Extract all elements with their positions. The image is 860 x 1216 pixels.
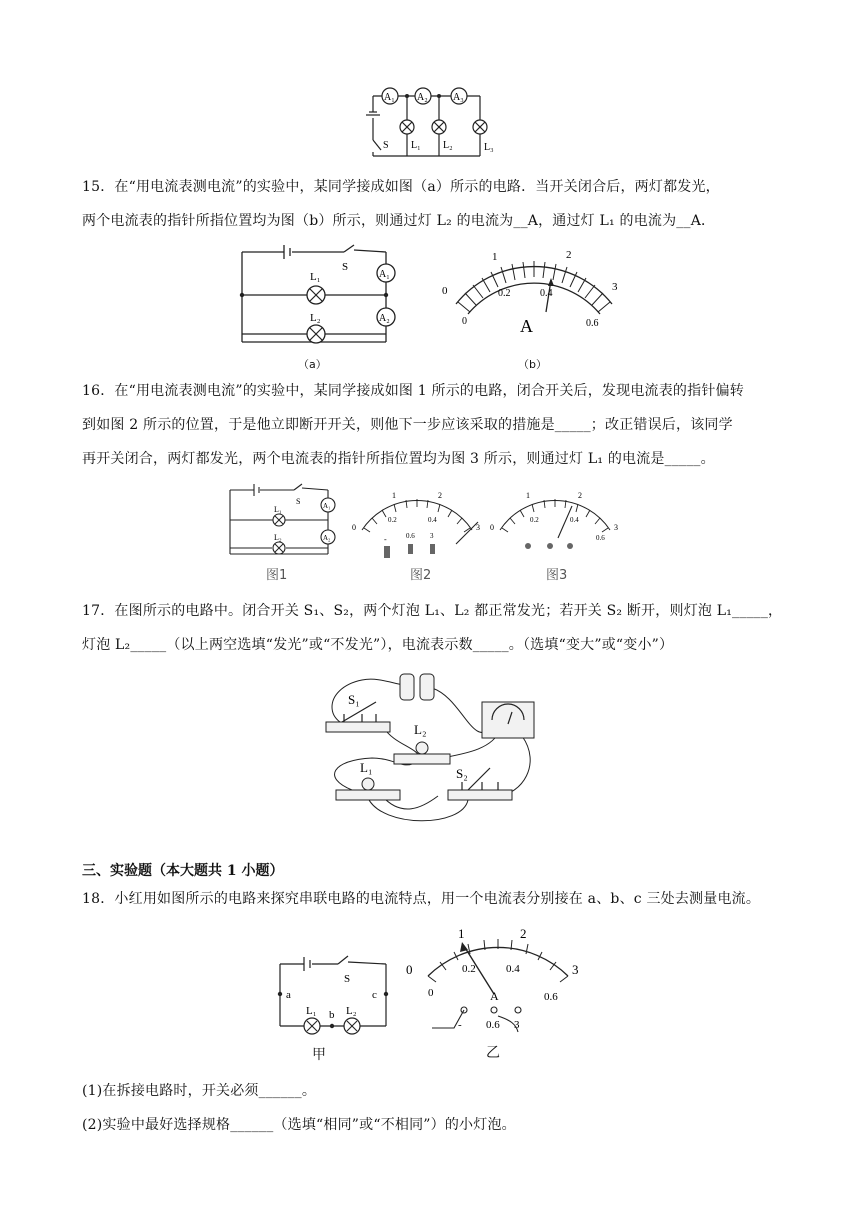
scale-top-3: 3: [612, 281, 618, 293]
scale3-top-1: 1: [526, 491, 530, 500]
scale18-bottom-0: 0: [428, 987, 434, 999]
scale18-terminal-06: 0.6: [486, 1019, 500, 1031]
label-s2-17: S₂: [456, 766, 468, 781]
question-15-line-2: 两个电流表的指针所指位置均为图（b）所示，则通过灯 L₂ 的电流为__A，通过灯 L₁ 的电流为__A．: [82, 213, 716, 229]
scale3-bottom-1: 0.2: [530, 516, 539, 524]
scale2-top-0: 0: [352, 523, 356, 532]
scale2-top-2: 2: [438, 491, 442, 500]
label-s-18: S: [344, 973, 351, 985]
scale3-top-2: 2: [578, 491, 582, 500]
label-l1-17: L₁: [360, 760, 373, 775]
scale3-top-3: 3: [614, 523, 618, 532]
scale2-terminal-neg: -: [384, 535, 387, 544]
scale3-bottom-3: 0.6: [596, 534, 605, 542]
scale2-bottom-2: 0.4: [428, 516, 437, 524]
figure-16-3-ammeter: [486, 486, 624, 583]
label-a1-15: A₁: [379, 269, 390, 280]
label-l1: L₁: [411, 140, 421, 151]
label-a1-16: A₁: [323, 502, 331, 510]
scale18-bottom-1: 0.2: [462, 963, 476, 975]
label-a2: A₂: [417, 92, 428, 103]
label-l2-18: L₂: [346, 1005, 357, 1017]
scale2-terminal-06: 0.6: [406, 532, 415, 540]
question-16-line-1: 16．在“用电流表测电流”的实验中，某同学接成如图 1 所示的电路，闭合开关后，发现电流表的指针偏转: [82, 383, 744, 399]
scale18-bottom-3: 0.6: [544, 991, 558, 1003]
scale-bottom-3: 0.6: [586, 318, 599, 329]
label-c-point: c: [372, 989, 377, 1001]
figure-16-1-caption: 图1: [266, 568, 288, 583]
figure-18-jia-caption: 甲: [312, 1047, 326, 1063]
label-a3: A₃: [453, 92, 464, 103]
figure-16-2-caption: 图2: [410, 568, 432, 583]
label-b-point: b: [329, 1009, 335, 1021]
label-s1-17: S₁: [348, 692, 360, 707]
label-s-16: S: [296, 497, 301, 506]
scale3-top-0: 0: [490, 523, 494, 532]
label-a-point: a: [286, 989, 291, 1001]
label-l1-18: L₁: [306, 1005, 317, 1017]
scale2-terminal-3: 3: [430, 532, 434, 540]
question-18-line-1: 18．小红用如图所示的电路来探究串联电路的电流特点，用一个电流表分别接在 a、b、c 三处去测量电流。: [82, 891, 761, 907]
scale-top-0: 0: [442, 285, 448, 297]
scale2-top-1: 1: [392, 491, 396, 500]
figure-16-1-circuit: [224, 482, 348, 583]
unit-a: A: [520, 316, 533, 336]
question-16-line-2: 到如图 2 所示的位置，于是他立即断开开关，则他下一步应该采取的措施是_____；改正错误后，该同学: [82, 417, 733, 433]
scale18-top-3: 3: [572, 962, 579, 977]
label-l2-15: L₂: [310, 312, 321, 324]
scale-bottom-2: 0.4: [540, 288, 553, 299]
scale3-bottom-2: 0.4: [570, 516, 579, 524]
scale-top-2: 2: [566, 249, 572, 261]
question-15-line-1: 15．在“用电流表测电流”的实验中，某同学接成如图（a）所示的电路．当开关闭合后，两灯都发光，: [82, 179, 720, 195]
scale18-top-1: 1: [458, 926, 465, 941]
figure-15b-caption: （b）: [518, 358, 547, 371]
figure-15b-ammeter-scale: [434, 242, 634, 371]
scale18-terminal-neg: -: [458, 1019, 462, 1031]
scale18-terminal-3: 3: [514, 1019, 520, 1031]
label-l1-16: L₁: [274, 505, 282, 514]
scale2-top-3: 3: [476, 523, 480, 532]
question-18-sub-1: (1)在拆接电路时，开关必须______。: [82, 1083, 317, 1099]
label-l3: L₃: [484, 142, 494, 153]
figure-17-physical-circuit: [322, 668, 542, 830]
question-17-line-2: 灯泡 L₂_____（以上两空选填“发光”或“不发光”），电流表示数_____。（选填“变大”或“变小”）: [82, 637, 674, 653]
figure-15a-caption: （a）: [298, 358, 327, 371]
label-s-15: S: [342, 261, 349, 273]
figure-three-lamps-circuit: [355, 82, 505, 162]
figure-16-3-caption: 图3: [546, 568, 568, 583]
figure-15a-circuit: [236, 242, 416, 371]
label-l2-17: L₂: [414, 722, 427, 737]
question-16-line-3: 再开关闭合，两灯都发光，两个电流表的指针所指位置均为图 3 所示，则通过灯 L₁ 的电流是_____。: [82, 451, 715, 467]
figure-18-yi-ammeter: [398, 924, 598, 1061]
label-s: S: [383, 140, 389, 151]
scale-top-1: 1: [492, 251, 498, 263]
label-a2-15: A₂: [379, 313, 390, 324]
figure-18-yi-caption: 乙: [486, 1045, 500, 1061]
question-17-line-1: 17．在图所示的电路中。闭合开关 S₁、S₂，两个灯泡 L₁、L₂ 都正常发光；若开关 S₂ 断开，则灯泡 L₁_____，: [82, 603, 783, 619]
figure-16-2-ammeter: [348, 486, 486, 583]
figure-18-jia-circuit: [272, 954, 396, 1063]
label-l2: L₂: [443, 140, 453, 151]
label-l1-15: L₁: [310, 271, 321, 283]
scale18-top-0: 0: [406, 962, 413, 977]
scale-bottom-1: 0.2: [498, 288, 511, 299]
question-18-sub-2: (2)实验中最好选择规格______（选填“相同”或“不相同”）的小灯泡。: [82, 1117, 516, 1133]
unit-a-18: A: [490, 989, 499, 1003]
label-a1: A₁: [384, 92, 395, 103]
label-a2-16: A₂: [323, 534, 331, 542]
section-3-heading: 三、实验题（本大题共 1 小题）: [82, 863, 284, 879]
scale18-bottom-2: 0.4: [506, 963, 520, 975]
scale-bottom-0: 0: [462, 316, 467, 327]
label-l2-16: L₂: [274, 533, 282, 542]
scale18-top-2: 2: [520, 926, 527, 941]
scale2-bottom-1: 0.2: [388, 516, 397, 524]
